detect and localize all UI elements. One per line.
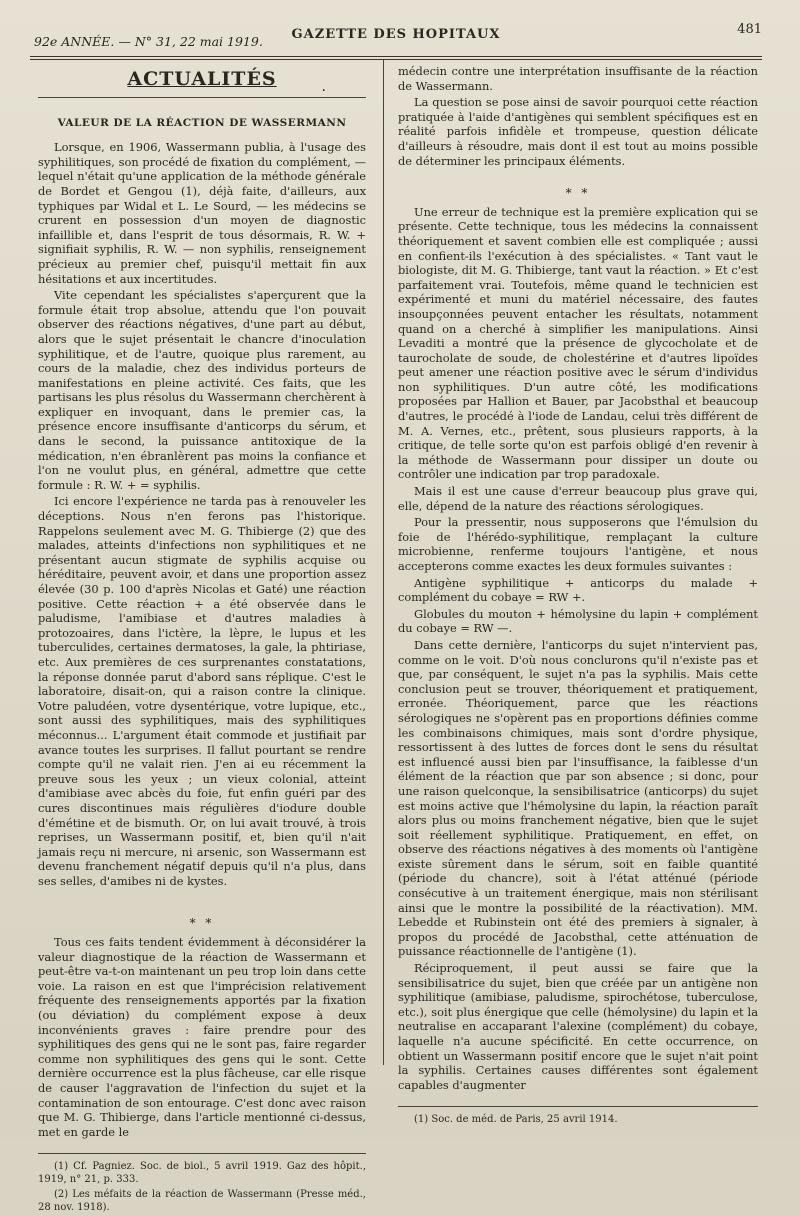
paragraph: Mais il est une cause d'erreur beaucoup plus grave qui, elle, dépend de la nature des réactions sérologiques.	[398, 484, 758, 513]
footnote: (1) Soc. de méd. de Paris, 25 avril 1914.	[414, 1114, 618, 1126]
footnote-rule	[38, 1153, 366, 1154]
journal-title: GAZETTE DES HOPITAUX	[291, 27, 501, 42]
section-separator: * *	[189, 916, 215, 931]
footnote-rule	[398, 1106, 758, 1107]
formula: Globules du mouton + hémolysine du lapin + complément du cobaye = RW —.	[398, 606, 758, 636]
section-title: ACTUALITÉS	[127, 68, 277, 90]
section-separator: * *	[565, 186, 591, 201]
issue-info: 92e ANNÉE. — N° 31, 22 mai 1919.	[34, 34, 263, 49]
header-rule-double	[30, 59, 762, 60]
paragraph: Ici encore l'expérience ne tarda pas à renouveler les déceptions. Nous n'en ferons pas l'historique. Rappelons seulement avec M. G. Thibierge (2) que des malades, atteints d'infections non syphilitiques et ne présentant aucun stigmate de syphilis acquise ou héréditaire, peuvent avoir, et dans une proportion assez élevée (30 p. 100 d'après Nicolas et Gaté) une réaction positive. Cette réaction + a été observée dans le paludisme, l'amibiase et d'autres maladies à protozoaires, dans l'ictère, la lèpre, le lupus et les tuberculides, certaines dermatoses, la gale, la phtiriase, etc. Aux premières de ces surprenantes constatations, la réponse donnée parut d'abord sans réplique. C'est le laboratoire, disait-on, qui a raison contre la clinique. Votre paludéen, votre dysentérique, votre lupique, etc., sont aussi des syphilitiques, mais des syphilitiques méconnus... L'argument était commode et justifiait par avance toutes les surprises. Il fallut pourtant se rendre compte qu'il ne valait rien. J'en ai eu récemment la preuve sous les yeux ; un vieux colonial, atteint d'amibiase avec abcès du foie, fut enfin guéri par des cures discontinues mais régulières d'iodure double d'émétine et de bismuth. Or, on lui avait trouvé, à trois reprises, un Wassermann positif, et, bien qu'il n'ait jamais reçu ni mercure, ni arsenic, son Wassermann est devenu franchement négatif depuis qu'il n'a plus, dans ses selles, d'amibes ni de kystes.	[38, 494, 366, 888]
column-divider	[383, 60, 384, 1065]
paragraph: Pour la pressentir, nous supposerons que l'émulsion du foie de l'hérédo-syphilitique, remplaçant la culture microbienne, renferme toujours l'antigène, et nous accepterons comme exactes les deux formules suivantes :	[398, 515, 758, 573]
page-number: 481	[737, 22, 762, 37]
left-column	[38, 70, 366, 1216]
section-header	[38, 68, 366, 98]
article-title: VALEUR DE LA RÉACTION DE WASSERMANN	[57, 116, 347, 129]
paragraph: Tous ces faits tendent évidemment à déconsidérer la valeur diagnostique de la réaction de Wassermann et peut-être va-t-on maintenant un peu trop loin dans cette voie. La raison en est que l'imprécision relativement fréquente des renseignements apportés par la fixation (ou déviation) du complément expose à deux inconvénients graves : faire prendre pour des syphilitiques des gens qui ne le sont pas, faire regarder comme non syphilitiques des gens qui le sont. Cette dernière occurrence est la plus fâcheuse, car elle risque de causer l'aggravation de l'infection du sujet et la contamination de son entourage. C'est donc avec raison que M. G. Thibierge, dans l'article mentionné ci-dessus, met en garde le	[38, 935, 366, 1139]
paragraph: Réciproquement, il peut aussi se faire que la sensibilisatrice du sujet, bien que créée par un antigène non syphilitique (amibiase, paludisme, spirochétose, tuberculose, etc.), soit plus énergique que celle (hémolysine) du lapin et la neutralise en accaparant l'alexine (complément) du cobaye, laquelle n'a aucune spécificité. En cette occurrence, on obtient un Wassermann positif encore que le sujet n'ait point la syphilis. Certaines causes différentes sont également capables d'augmenter	[398, 961, 758, 1092]
paragraph: Lorsque, en 1906, Wassermann publia, à l'usage des syphilitiques, son procédé de fixation du complément, — lequel n'était qu'une application de la méthode générale de Bordet et Gengou (1), déjà faite, d'ailleurs, aux typhiques par Widal et L. Le Sourd, — les médecins se crurent en possession d'un moyen de diagnostic infaillible et, dans l'esprit de tous désormais, R. W. + signifiait syphilis, R. W. — non syphilis, renseignement précieux au premier chef, puisqu'il mettait fin aux hésitations et aux incertitudes.	[38, 140, 366, 286]
paragraph: Dans cette dernière, l'anticorps du sujet n'intervient pas, comme on le voit. D'où nous conclurons qu'il n'existe pas et que, par conséquent, le sujet n'a pas la syphilis. Mais cette conclusion peut se trouver, théoriquement et pratiquement, erronée. Théoriquement, parce que les réactions sérologiques ne s'opèrent pas en proportions définies comme les combinaisons chimiques, mais sont d'ordre physique, ressortissent à des luttes de forces dont le sens du résultat est influencé aussi bien par l'insuffisance, la faiblesse d'un élément de la réaction que par son absence ; si donc, pour une raison quelconque, la sensibilisatrice (anticorps) du sujet est moins active que l'hémolysine du lapin, la réaction paraît alors plus ou moins franchement négative, bien que le sujet soit réellement syphilitique. Pratiquement, en effet, on observe des réactions négatives à des moments où l'antigène existe sûrement dans le sérum, soit en faible quantité (période du chancre), soit à l'état atténué (période consécutive à un traitement énergique, mais non stérilisant ainsi que le montre la possibilité de la réactivation). MM. Lebedde et Rubinstein ont été des premiers à signaler, à propos du procédé de Jacobsthal, cette atténuation de puissance réactionnelle de l'antigène (1).	[398, 637, 758, 959]
formula: Antigène syphilitique + anticorps du malade + complément du cobaye = RW +.	[398, 575, 758, 605]
paragraph: médecin contre une interprétation insuffisante de la réaction de Wassermann.	[398, 64, 758, 93]
paragraph: Une erreur de technique est la première explication qui se présente. Cette technique, tous les médecins la connaissent théoriquement et savent combien elle est compliquée ; aussi en confient-ils l'exécution à des spécialistes. « Tant vaut le biologiste, dit M. G. Thibierge, tant vaut la réaction. » Et c'est parfaitement vrai. Toutefois, même quand le technicien est expérimenté et muni du matériel nécessaire, des fautes insoupçonnées peuvent entacher les résultats, notamment quand on a cherché à simplifier les manipulations. Ainsi Levaditi a montré que la présence de glycocholate et de taurocholate de soude, de cholestérine et d'autres lipoïdes peut amener une réaction positive avec le sérum d'individus non syphilitiques. D'un autre côté, les modifications proposées par Hallion et Bauer, par Jacobsthal et beaucoup d'autres, le procédé à l'iode de Landau, celui très différent de M. A. Vernes, etc., prêtent, sous plusieurs rapports, à la critique, de telle sorte qu'on est parfois obligé d'en revenir à la méthode de Wassermann pour dissiper un doute ou contrôler une indication par trop paradoxale.	[398, 204, 758, 482]
paragraph: La question se pose ainsi de savoir pourquoi cette réaction pratiquée à l'aide d'antigènes qui semblent spécifiques est en réalité parfois infidèle et trompeuse, question délicate d'ailleurs à résoudre, mais dont il est tout au moins possible de déterminer les principaux éléments.	[398, 95, 758, 168]
right-column	[398, 64, 758, 1128]
section-dot: .	[321, 79, 326, 95]
header-rule	[30, 56, 762, 57]
footnote: (2) Les méfaits de la réaction de Wassermann (Presse méd., 28 nov. 1918).	[38, 1189, 366, 1214]
footnote: (1) Cf. Pagniez. Soc. de biol., 5 avril 1919. Gaz des hôpit., 1919, n° 21, p. 333.	[38, 1161, 366, 1186]
page-header	[30, 22, 762, 48]
paragraph: Vite cependant les spécialistes s'aperçurent que la formule était trop absolue, attendu que l'on pouvait observer des réactions négatives, d'une part au début, alors que le sujet présentait le chancre d'inoculation syphilitique, et de l'autre, quoique plus rarement, au cours de la maladie, chez des individus porteurs de manifestations en pleine activité. Ces faits, que les partisans les plus résolus du Wassermann cherchèrent à expliquer en invoquant, dans le premier cas, la présence encore insuffisante d'anticorps du sérum, et dans le second, la puissance antitoxique de la médication, n'en ébranlèrent pas moins la confiance et l'on ne voulut plus, en général, admettre que cette formule : R. W. + = syphilis.	[38, 288, 366, 492]
